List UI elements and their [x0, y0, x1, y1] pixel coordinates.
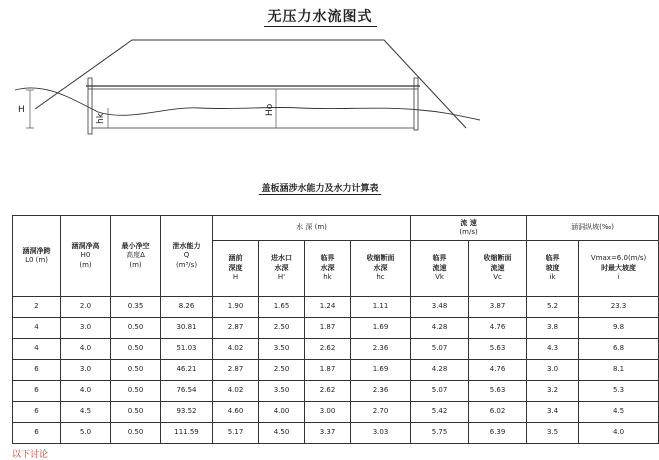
table-cell: 46.21 — [161, 360, 213, 381]
table-cell: 3.5 — [527, 423, 579, 444]
table-cell: 5.07 — [411, 339, 469, 360]
table-cell: 2 — [13, 297, 61, 318]
table-row — [13, 402, 659, 423]
table-cell: 6 — [13, 381, 61, 402]
header-height: 涵洞净高 H0 (m) — [61, 216, 111, 297]
dimension-ho-label: Ho — [265, 103, 275, 116]
header-slope-max: Vmax=6.0(m/s) 时最大坡度 i — [579, 241, 659, 297]
table-cell: 5.63 — [469, 381, 527, 402]
table-cell: 3.00 — [305, 402, 351, 423]
table-title: 盖板涵涉水能力及水力计算表 — [261, 184, 379, 194]
table-body — [13, 297, 659, 444]
header-slope-group: 涵洞纵坡(‰) — [527, 216, 659, 241]
header-velocity-vc: 收缩断面 流速 Vc — [469, 241, 527, 297]
dimension-h-label: H — [18, 105, 25, 115]
table-cell: 0.50 — [111, 402, 161, 423]
table-cell: 8.1 — [579, 360, 659, 381]
table-cell: 111.59 — [161, 423, 213, 444]
header-depth-h: 涵前 深度 H — [213, 241, 259, 297]
table-cell: 3.48 — [411, 297, 469, 318]
table-cell: 4.0 — [579, 423, 659, 444]
header-depth-h-prime: 进水口 水深 H' — [259, 241, 305, 297]
table-row — [13, 297, 659, 318]
table-cell: 1.69 — [351, 360, 411, 381]
table-cell: 6 — [13, 423, 61, 444]
table-row — [13, 318, 659, 339]
table-cell: 5.2 — [527, 297, 579, 318]
table-cell: 3.8 — [527, 318, 579, 339]
table-cell: 3.0 — [527, 360, 579, 381]
table-cell: 2.70 — [351, 402, 411, 423]
table-cell: 1.87 — [305, 360, 351, 381]
table-cell: 6 — [13, 402, 61, 423]
table-cell: 4.02 — [213, 381, 259, 402]
table-cell: 3.0 — [61, 318, 111, 339]
table-cell: 3.03 — [351, 423, 411, 444]
table-cell: 1.11 — [351, 297, 411, 318]
table-cell: 2.36 — [351, 381, 411, 402]
table-cell: 6.39 — [469, 423, 527, 444]
table-cell: 2.50 — [259, 360, 305, 381]
table-cell: 4.5 — [61, 402, 111, 423]
table-cell: 0.50 — [111, 381, 161, 402]
table-cell: 1.69 — [351, 318, 411, 339]
header-capacity: 泄水能力 Q (m³/s) — [161, 216, 213, 297]
table-cell: 51.03 — [161, 339, 213, 360]
table-cell: 3.2 — [527, 381, 579, 402]
table-cell: 2.0 — [61, 297, 111, 318]
table-cell: 5.42 — [411, 402, 469, 423]
table-cell: 4 — [13, 318, 61, 339]
water-surface — [15, 88, 480, 120]
table-cell: 2.36 — [351, 339, 411, 360]
table-cell: 30.81 — [161, 318, 213, 339]
table-cell: 1.90 — [213, 297, 259, 318]
table-row — [13, 360, 659, 381]
table-cell: 0.35 — [111, 297, 161, 318]
diagram-title: 无压力水流图式 — [0, 6, 640, 26]
header-depth-hc: 收缩断面 水深 hc — [351, 241, 411, 297]
table-cell: 4.28 — [411, 318, 469, 339]
table-cell: 3.50 — [259, 339, 305, 360]
table-cell: 93.52 — [161, 402, 213, 423]
table-cell: 1.87 — [305, 318, 351, 339]
table-row — [13, 381, 659, 402]
table-cell: 5.07 — [411, 381, 469, 402]
table-cell: 1.65 — [259, 297, 305, 318]
table-row — [13, 339, 659, 360]
table-cell: 2.62 — [305, 339, 351, 360]
table-cell: 3.4 — [527, 402, 579, 423]
header-velocity-group: 流 速 (m/s) — [411, 216, 527, 241]
table-cell: 4.50 — [259, 423, 305, 444]
header-depth-hk: 临界 水深 hk — [305, 241, 351, 297]
table-cell: 4.00 — [259, 402, 305, 423]
table-cell: 6.02 — [469, 402, 527, 423]
header-depth-group: 水 深 (m) — [213, 216, 411, 241]
table-cell: 5.17 — [213, 423, 259, 444]
table-cell: 6.8 — [579, 339, 659, 360]
table-cell: 9.8 — [579, 318, 659, 339]
table-cell: 3.0 — [61, 360, 111, 381]
table-cell: 76.54 — [161, 381, 213, 402]
table-cell: 8.26 — [161, 297, 213, 318]
dimension-hk-label: hk — [96, 113, 106, 124]
table-cell: 4.0 — [61, 339, 111, 360]
table-cell: 0.50 — [111, 318, 161, 339]
hydraulic-calculation-table — [12, 215, 659, 444]
footer-note: 以下讨论 — [12, 450, 49, 460]
table-cell: 4.3 — [527, 339, 579, 360]
table-cell: 0.50 — [111, 360, 161, 381]
header-span: 涵洞净跨 L0 (m) — [13, 216, 61, 297]
flow-diagram — [0, 24, 640, 136]
table-cell: 4.02 — [213, 339, 259, 360]
table-cell: 5.0 — [61, 423, 111, 444]
table-cell: 4.60 — [213, 402, 259, 423]
table-cell: 5.75 — [411, 423, 469, 444]
table-cell: 3.87 — [469, 297, 527, 318]
header-clearance: 最小净空 高度Δ (m) — [111, 216, 161, 297]
header-velocity-vk: 临界 流速 Vk — [411, 241, 469, 297]
table-cell: 4.0 — [61, 381, 111, 402]
table-cell: 2.87 — [213, 318, 259, 339]
header-slope-ik: 临界 坡度 ik — [527, 241, 579, 297]
table-cell: 4.76 — [469, 318, 527, 339]
table-cell: 4.5 — [579, 402, 659, 423]
table-cell: 2.62 — [305, 381, 351, 402]
table-row — [13, 423, 659, 444]
table-cell: 1.24 — [305, 297, 351, 318]
table-cell: 5.63 — [469, 339, 527, 360]
table-cell: 23.3 — [579, 297, 659, 318]
table-cell: 4.76 — [469, 360, 527, 381]
table-cell: 6 — [13, 360, 61, 381]
table-cell: 0.50 — [111, 423, 161, 444]
table-cell: 2.50 — [259, 318, 305, 339]
table-cell: 4 — [13, 339, 61, 360]
table-cell: 4.28 — [411, 360, 469, 381]
table-cell: 2.87 — [213, 360, 259, 381]
table-cell: 5.3 — [579, 381, 659, 402]
table-cell: 3.50 — [259, 381, 305, 402]
table-cell: 0.50 — [111, 339, 161, 360]
table-cell: 3.37 — [305, 423, 351, 444]
